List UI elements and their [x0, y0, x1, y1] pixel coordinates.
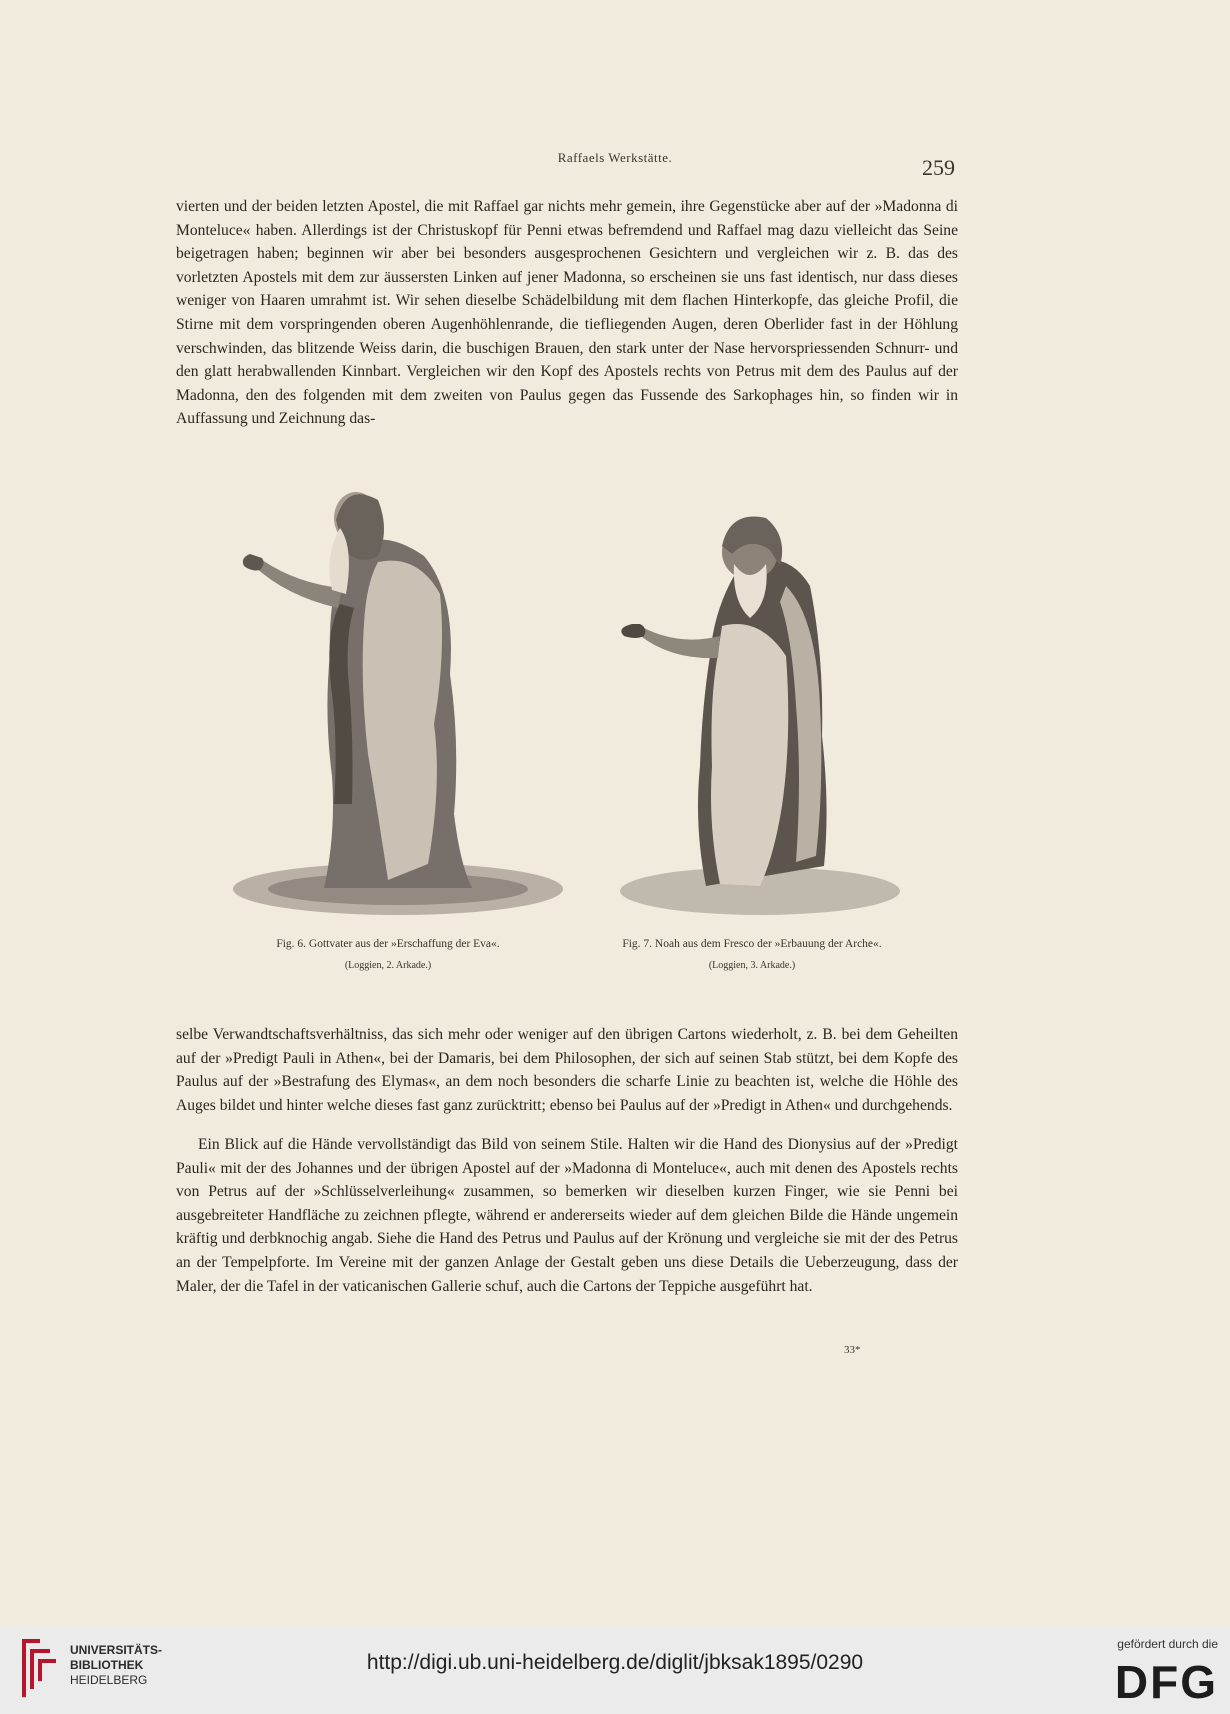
paragraph-bottom: Ein Blick auf die Hände vervollständigt das Bild von seinem Stile. Halten wir die Hand des Dionysius auf der »Predigt Pauli« mit der des Johannes und der übrigen Apostel auf der »Madonna di Monteluce«, auch mit denen des Apostels rechts von Petrus auf der »Schlüsselverleihung« zusammen, so bemerken wir dieselben kurzen Finger, wie sie Penni bei ausgebreiteter Handfläche zu zeichnen pflegte, während er andererseits wieder auf dem gleichen Bilde die Hände ungemein kräftig und derbknochig angab. Siehe die Hand des Petrus und Paulus auf der Krönung und vergleiche sie mit der des Petrus an der Tempelpforte. Im Vereine mit der ganzen Anlage der Gestalt geben uns diese Details die Ueberzeugung, dass der Maler, der die Tafel in der vaticanischen Gallerie schuf, auch die Cartons der Teppiche ausgeführt hat.: [176, 1136, 958, 1295]
dfg-logo[interactable]: DFG: [1114, 1656, 1218, 1708]
permalink-url[interactable]: http://digi.ub.uni-heidelberg.de/diglit/jbksak1895/0290: [366, 1651, 864, 1674]
running-title: Raffaels Werkstätte.: [557, 150, 673, 165]
signature-mark: 33*: [844, 1344, 861, 1356]
figure-7-caption: [592, 936, 912, 974]
institution-line-2: BIBLIOTHEK: [70, 1658, 144, 1672]
sponsor-label: gefördert durch die: [1117, 1637, 1218, 1651]
footer-bar: [0, 1625, 1230, 1714]
figure-6-caption: [208, 936, 568, 974]
noah-illustration: [610, 506, 910, 916]
institution-line-1: UNIVERSITÄTS-: [70, 1643, 163, 1657]
paragraph-top: vierten und der beiden letzten Apostel, die mit Raffael gar nichts mehr gemein, ihre Gegenstücke aber auf der »Madonna di Monteluce« haben. Allerdings ist der Christuskopf für Penni etwas befremdend und Raffael mag dazu vielleicht das Seine beigetragen haben; beginnen wir aber bei besonders ausgesprochenen Gesichtern und vergleichen wir z. B. das des vorletzten Apostels mit dem zur äussersten Linken auf jener Madonna, so erscheinen sie uns fast identisch, nur dass dieses weniger von Haaren umrahmt ist. Wir sehen dieselbe Schädelbildung mit dem flachen Hinterkopfe, das gleiche Profil, die Stirne mit dem vorspringenden oberen Augenhöhlenrande, die tiefliegenden Augen, deren Oberlider fast in der Höhlung verschwinden, das blitzende Weiss darin, die buschigen Brauen, den stark unter der Nase hervorspriessenden Schnurr- und den glatt herabwallenden Kinnbart. Vergleichen wir den Kopf des Apostels rechts von Petrus mit dem des Paulus auf der Madonna, den des folgenden mit dem zweiten von Paulus gegen das Fussende des Sarkophages hin, so finden wir in Auffassung und Zeichnung das-: [176, 198, 958, 428]
figure-6-gottvater: [228, 484, 568, 916]
gottvater-illustration: [228, 484, 568, 916]
page-number: 259: [922, 155, 955, 180]
institution-line-3: HEIDELBERG: [70, 1673, 148, 1687]
figure-7-caption-text: Fig. 7. Noah aus dem Fresco der »Erbauung der Arche«.: [622, 938, 882, 950]
paragraph-middle: selbe Verwandtschaftsverhältniss, das sich mehr oder weniger auf den übrigen Cartons wiederholt, z. B. bei dem Geheilten auf der »Predigt Pauli in Athen«, bei der Damaris, bei dem Philosophen, der sich auf seinen Stab stützt, bei dem Kopfe des Paulus auf der »Bestrafung des Elymas«, an dem noch besonders die scharfe Linie zu beachten ist, welche die Höhle des Auges bildet und hinter welche dieses fast ganz zurücktritt; ebenso bei Paulus auf der »Predigt in Athen« und durchgehends.: [176, 1026, 958, 1114]
figure-7-noah: [610, 506, 910, 916]
figure-6-subcaption: (Loggien, 2. Arkade.): [344, 960, 432, 971]
figure-7-subcaption: (Loggien, 3. Arkade.): [708, 960, 796, 971]
figure-6-caption-text: Fig. 6. Gottvater aus der »Erschaffung der Eva«.: [276, 938, 500, 950]
